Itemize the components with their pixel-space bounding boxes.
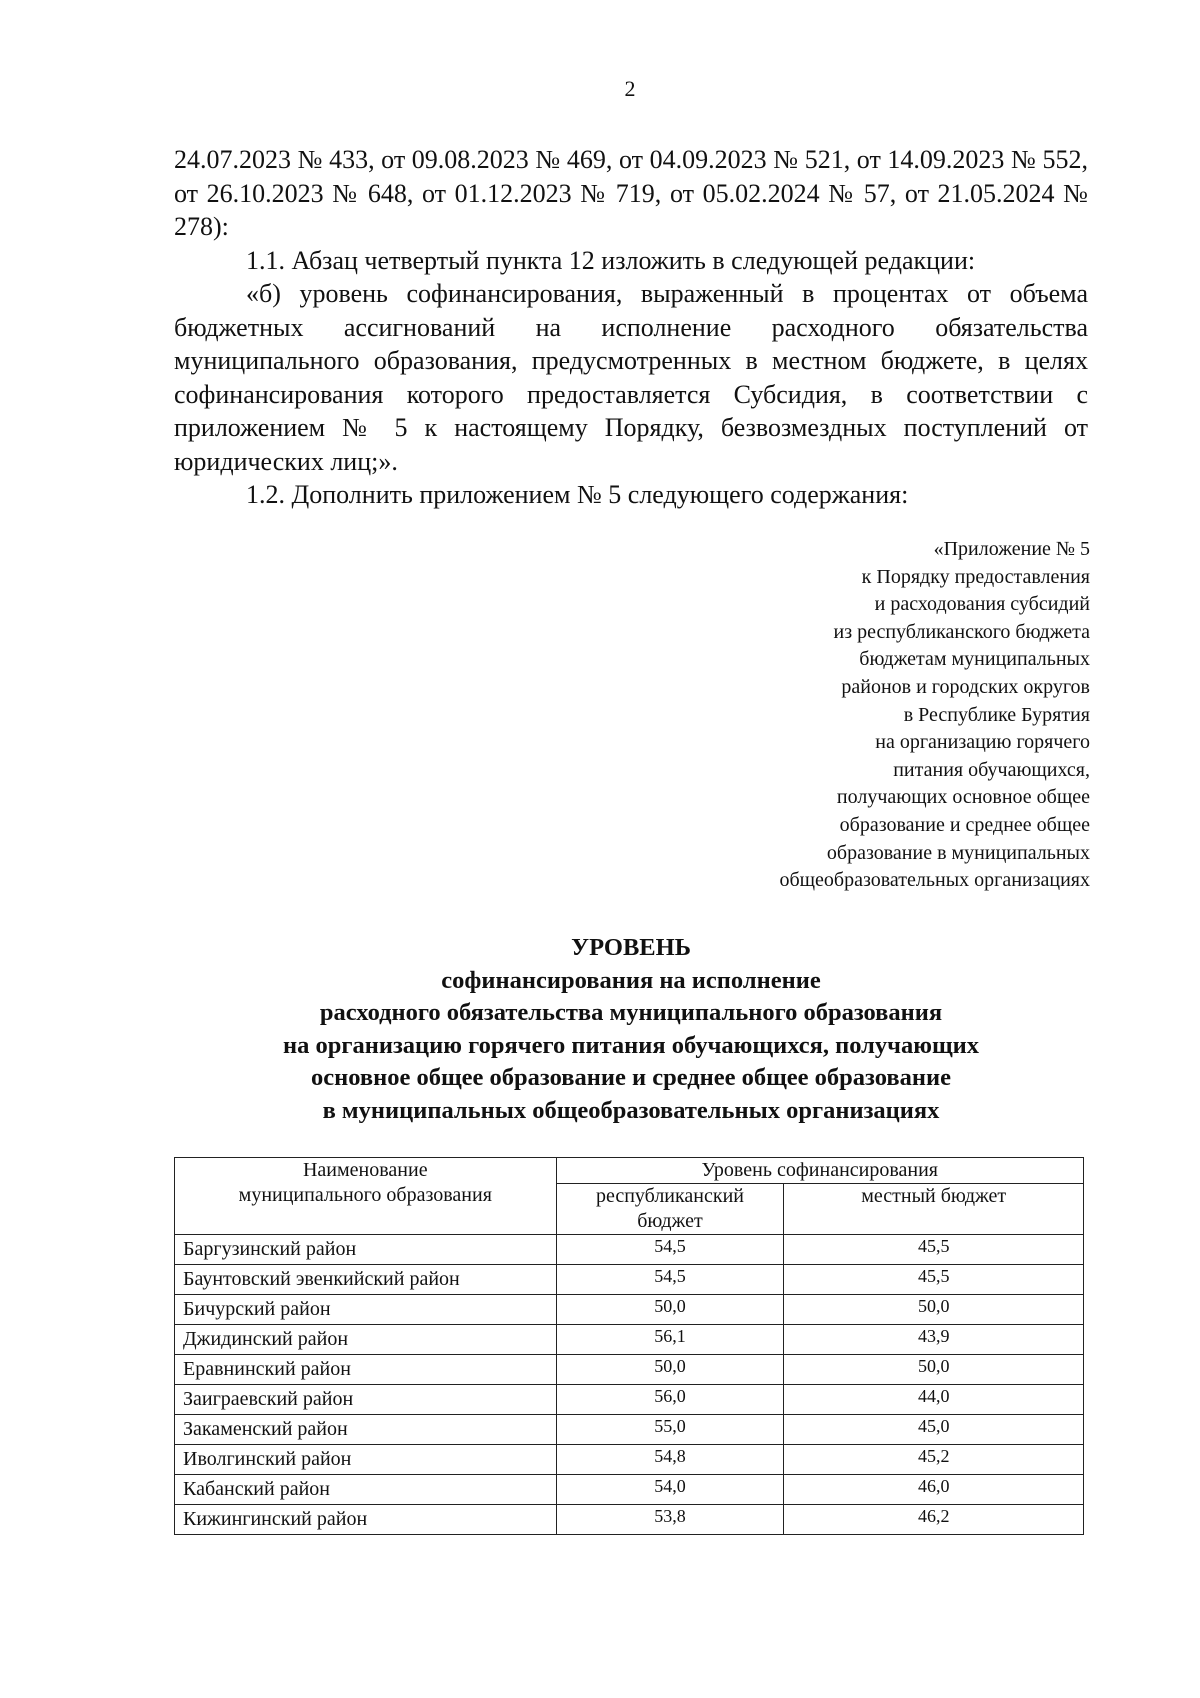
header-cofinancing-level: Уровень софинансирования: [556, 1158, 1083, 1184]
appendix-line: «Приложение № 5: [933, 538, 1090, 560]
cell-republic: 56,0: [556, 1385, 784, 1415]
appendix-line: в Республике Бурятия: [903, 703, 1090, 726]
cell-name: Джидинский район: [175, 1325, 557, 1355]
appendix-line: образование в муниципальных: [826, 841, 1090, 864]
cell-name: Еравнинский район: [175, 1355, 557, 1385]
appendix-line: получающих основное общее: [836, 786, 1090, 809]
table-row: [175, 1235, 1084, 1265]
cell-republic: 53,8: [556, 1505, 784, 1535]
cell-republic: 54,8: [556, 1445, 784, 1475]
table-row: [175, 1445, 1084, 1475]
appendix-line: районов и городских округов: [841, 675, 1090, 698]
cell-republic: 50,0: [556, 1295, 784, 1325]
cell-local: 50,0: [784, 1355, 1084, 1385]
cell-name: Заиграевский район: [175, 1385, 557, 1415]
cell-local: 45,0: [784, 1415, 1084, 1445]
title-line: софинансирования на исполнение: [441, 966, 821, 994]
appendix-line: общеобразовательных организациях: [779, 869, 1090, 892]
cell-local: 46,2: [784, 1505, 1084, 1535]
page-number: 2: [624, 76, 636, 101]
cell-republic: 56,1: [556, 1325, 784, 1355]
table-row: [175, 1325, 1084, 1355]
cell-name: Бичурский район: [175, 1295, 557, 1325]
cell-local: 46,0: [784, 1475, 1084, 1505]
table-row: [175, 1295, 1084, 1325]
appendix-line: образование и среднее общее: [839, 813, 1090, 836]
table-row: [175, 1355, 1084, 1385]
appendix-line: на организацию горячего: [875, 731, 1090, 754]
appendix-line: и расходования субсидий: [874, 593, 1090, 616]
title-line: УРОВЕНЬ: [571, 934, 691, 961]
cell-name: Закаменский район: [175, 1415, 557, 1445]
body-text: [174, 143, 1088, 512]
title-line: в муниципальных общеобразовательных организациях: [322, 1096, 940, 1124]
appendix-header: [779, 536, 1090, 895]
title-line: на организацию горячего питания обучающихся, получающих: [282, 1031, 979, 1059]
cell-local: 45,5: [784, 1235, 1084, 1265]
paragraph-continuation: 24.07.2023 № 433, от 09.08.2023 № 469, от 04.09.2023 № 521, от 14.09.2023 № 552, от 26.10.2023 № 648, от 01.12.2023 № 719, от 05.02.2024 № 57, от 21.05.2024 № 278):: [174, 145, 1088, 241]
document-title: [174, 932, 1088, 1127]
table-row: [175, 1475, 1084, 1505]
header-municipality: Наименование муниципального образования: [175, 1158, 557, 1235]
cell-name: Кабанский район: [175, 1475, 557, 1505]
header-local-budget: местный бюджет: [784, 1184, 1084, 1235]
cell-local: 50,0: [784, 1295, 1084, 1325]
header-republic-budget: республиканский бюджет: [556, 1184, 784, 1235]
title-line: расходного обязательства муниципального образования: [319, 999, 943, 1026]
cell-local: 43,9: [784, 1325, 1084, 1355]
cell-name: Иволгинский район: [175, 1445, 557, 1475]
appendix-line: из республиканского бюджета: [833, 620, 1090, 643]
cell-republic: 54,0: [556, 1475, 784, 1505]
cell-republic: 55,0: [556, 1415, 784, 1445]
cell-name: Кижингинский район: [175, 1505, 557, 1535]
cell-republic: 50,0: [556, 1355, 784, 1385]
paragraph-item-1-2: 1.2. Дополнить приложением № 5 следующего содержания:: [246, 480, 909, 509]
cell-name: Баунтовский эвенкийский район: [175, 1265, 557, 1295]
paragraph-item-1-1: 1.1. Абзац четвертый пункта 12 изложить в следующей редакции:: [246, 245, 976, 275]
table-row: [175, 1385, 1084, 1415]
table-row: [175, 1505, 1084, 1535]
cell-local: 45,2: [784, 1445, 1084, 1475]
appendix-line: к Порядку предоставления: [861, 565, 1090, 588]
cell-local: 45,5: [784, 1265, 1084, 1295]
paragraph-quote: «б) уровень софинансирования, выраженный в процентах от объема бюджетных ассигнований на исполнение расходного обязательства муниципального образования, предусмотренных в местном бюджете, в целях софинансирования которого предоставляется Субсидия, в соответствии с приложением № 5 к настоящему Порядку, безвозмездных поступлений от юридических лиц;».: [174, 279, 1088, 476]
appendix-line: питания обучающихся,: [893, 758, 1090, 781]
title-line: основное общее образование и среднее общее образование: [310, 1064, 951, 1091]
cell-name: Баргузинский район: [175, 1235, 557, 1265]
table-row: [175, 1265, 1084, 1295]
cell-republic: 54,5: [556, 1235, 784, 1265]
appendix-line: бюджетам муниципальных: [859, 648, 1090, 671]
cell-local: 44,0: [784, 1385, 1084, 1415]
cell-republic: 54,5: [556, 1265, 784, 1295]
table-row: [175, 1415, 1084, 1445]
cofinancing-table: [174, 1157, 1084, 1535]
